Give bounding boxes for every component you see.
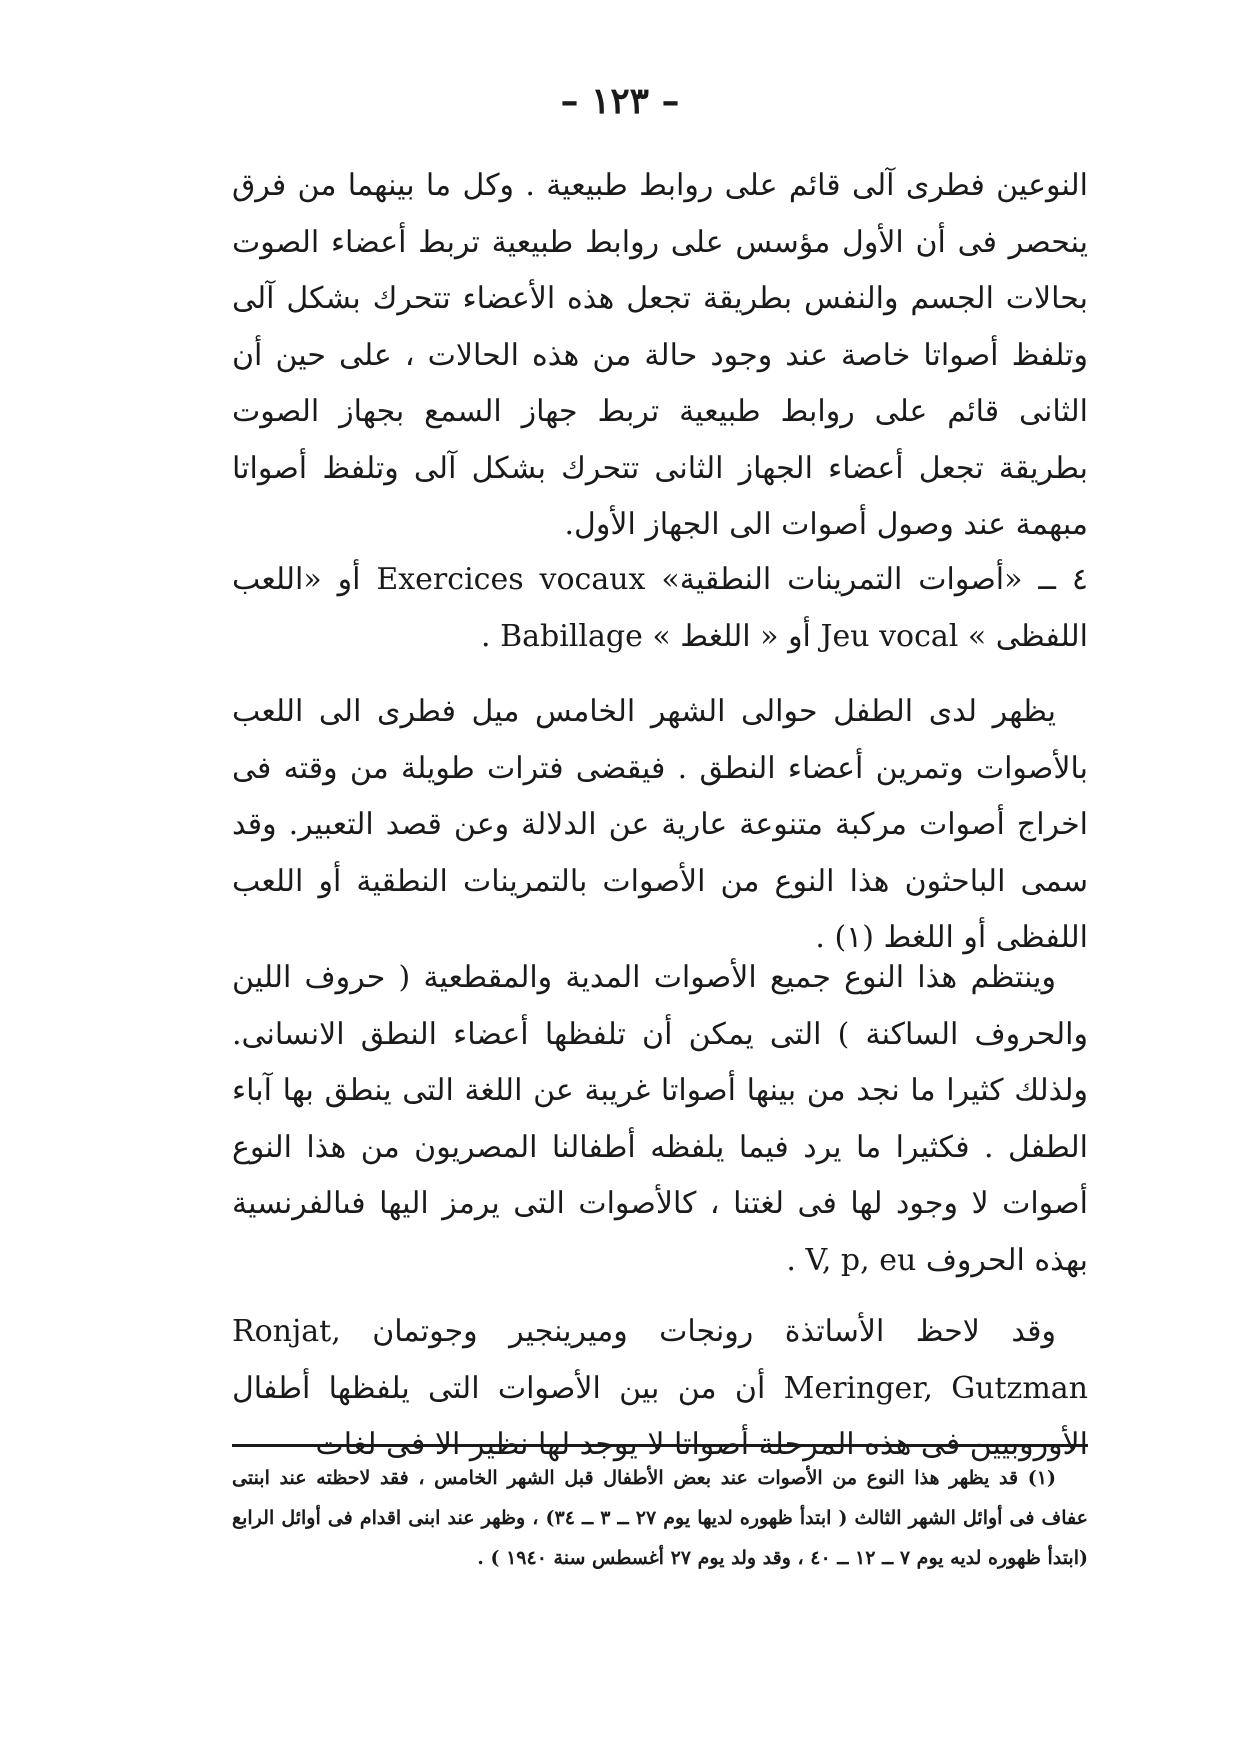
section-heading-4 <box>232 552 1088 665</box>
paragraph-text: يظهر لدى الطفل حوالى الشهر الخامس ميل فطرى الى اللعب بالأصوات وتمرين أعضاء النطق . فيقضى فترات طويلة من وقته فى اخراج أصوات مركبة متنوعة عارية عن الدلالة وعن قصد التعبير. وقد سمى الباحثون هذا النوع من الأصوات بالتمرينات النطقية أو اللعب اللفظى أو اللغط (١) . <box>232 694 1088 955</box>
footnote-divider <box>232 1444 1088 1447</box>
footnote-text: (١) قد يظهر هذا النوع من الأصوات عند بعض الأطفال قبل الشهر الخامس ، فقد لاحظته عند ابنتى عفاف فى أوائل الشهر الثالث ( ابتدأ ظهوره لديها يوم ٢٧ ــ ٣ ــ ٣٤) ، وظهر عند ابنى اقدام فى أوائل الرابع (ابتدأ ظهوره لديه يوم ٧ ــ ١٢ ــ ٤٠ ، وقد ولد يوم ٢٧ أغسطس سنة ١٩٤٠ ) . <box>232 1467 1088 1569</box>
paragraph-researchers <box>232 1304 1088 1474</box>
section-heading-text: ٤ ــ «أصوات التمرينات النطقية» Exercices vocaux أو «اللعب اللفظى » Jeu vocal أو « اللغط » Babillage . <box>232 562 1089 654</box>
page-number: – ١٢٣ – <box>560 80 680 122</box>
paragraph-sounds <box>232 950 1088 1289</box>
paragraph-continued <box>232 158 1088 554</box>
paragraph-text: وينتظم هذا النوع جميع الأصوات المدية والمقطعية ( حروف اللين والحروف الساكنة ) التى يمكن أن تلفظها أعضاء النطق الانسانى. ولذلك كثيرا ما نجد من بينها أصواتا غريبة عن اللغة التى ينطق بها آباء الطفل . فكثيرا ما يرد فيما يلفظه أطفالنا المصريون من هذا النوع أصوات لا وجود لها فى لغتنا ، كالأصوات التى يرمز اليها فىالفرنسية بهذه الحروف V, p, eu . <box>232 960 1088 1278</box>
footnote <box>232 1458 1088 1578</box>
paragraph-text: النوعين فطرى آلى قائم على روابط طبيعية . وكل ما بينهما من فرق ينحصر فى أن الأول مؤسس على روابط طبيعية تربط أعضاء الصوت بحالات الجسم والنفس بطريقة تجعل هذه الأعضاء تتحرك بشكل آلى وتلفظ أصواتا خاصة عند وجود حالة من هذه الحالات ، على حين أن الثانى قائم على روابط طبيعية تربط جهاز السمع بجهاز الصوت بطريقة تجعل أعضاء الجهاز الثانى تتحرك بشكل آلى وتلفظ أصواتا مبهمة عند وصول أصوات الى الجهاز الأول. <box>232 168 1088 542</box>
paragraph-babbling <box>232 684 1088 967</box>
paragraph-text: وقد لاحظ الأساتذة رونجات وميرينجير وجوتمان Ronjat, Meringer, Gutzman أن من بين الأصوات التى يلفظها أطفال الأوروبيين فى هذه المرحلة أصواتا لا يوجد لها نظير الا فى لغات <box>232 1314 1088 1462</box>
